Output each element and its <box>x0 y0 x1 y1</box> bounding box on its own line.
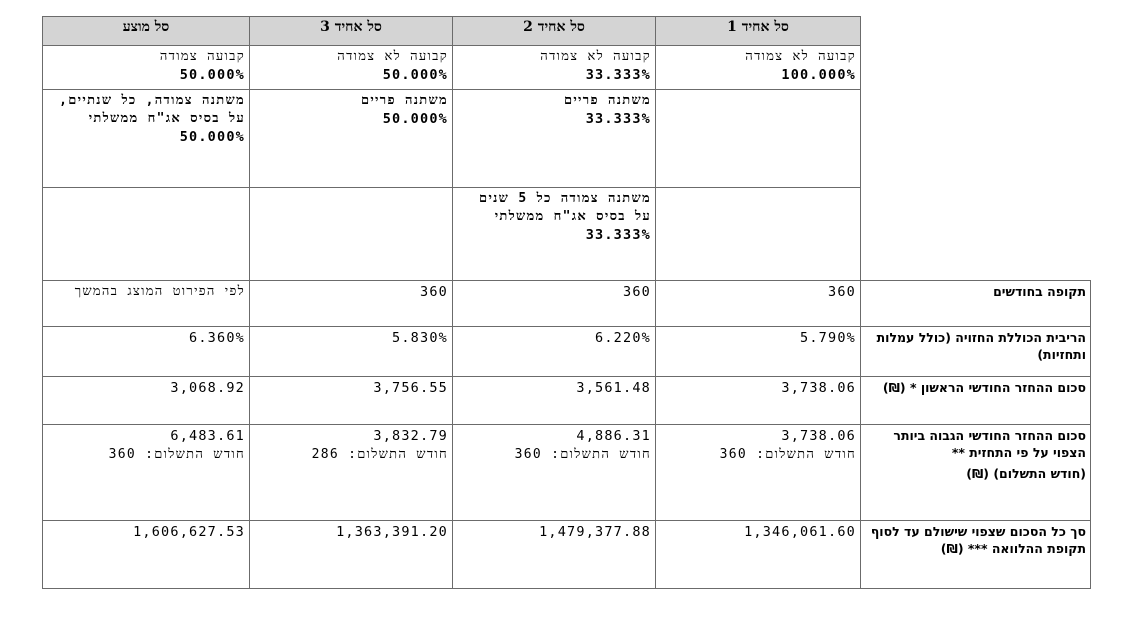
total-value: 1,479,377.88 <box>539 524 651 540</box>
track-cell <box>453 188 656 281</box>
rate-row <box>43 327 1091 377</box>
max-payment-cell <box>453 425 656 521</box>
rate-cell <box>250 327 453 377</box>
max-payment-cell <box>43 425 250 521</box>
first-payment-cell <box>656 377 861 425</box>
rate-cell <box>453 327 656 377</box>
total-value: 1,363,391.20 <box>336 524 448 540</box>
total-cell <box>453 521 656 589</box>
header-corner <box>861 17 1091 46</box>
track-cell-empty <box>656 188 861 281</box>
column-header-proposed: סל מוצע <box>43 17 250 46</box>
max-payment-cell <box>656 425 861 521</box>
period-cell <box>656 281 861 327</box>
track-cell <box>43 46 250 90</box>
total-cell <box>43 521 250 589</box>
first-payment-value: 3,756.55 <box>373 380 448 396</box>
max-payment-value: 3,738.06 <box>781 428 856 444</box>
track-cell <box>453 46 656 90</box>
period-value: 360 <box>420 284 448 300</box>
track-name: משתנה צמודה, כל שנתיים, על בסיס אג"ח ממשלתי <box>59 93 245 126</box>
max-payment-value: 6,483.61 <box>170 428 245 444</box>
track-percent: 33.333% <box>585 67 651 83</box>
first-payment-value: 3,738.06 <box>781 380 856 396</box>
max-payment-row <box>43 425 1091 521</box>
max-payment-label-sub: (חודש התשלום) (₪) <box>966 466 1086 481</box>
first-payment-cell <box>43 377 250 425</box>
period-label: תקופה בחודשים <box>861 281 1091 327</box>
period-row <box>43 281 1091 327</box>
total-cell <box>656 521 861 589</box>
column-header-basket-1: סל אחיד 1 <box>656 17 861 46</box>
rate-label: הריבית הכוללת החזויה (כולל עמלות ותחזיות) <box>861 327 1091 377</box>
header-row <box>43 17 1091 46</box>
track-cell-empty <box>656 90 861 188</box>
track-percent: 50.000% <box>382 67 448 83</box>
track-percent: 50.000% <box>179 129 245 145</box>
rate-value: 6.220% <box>595 330 651 346</box>
track-row-2-label <box>861 90 1091 188</box>
track-cell <box>250 90 453 188</box>
period-value: לפי הפירוט המוצג בהמשך <box>74 284 245 299</box>
track-row-1 <box>43 46 1091 90</box>
rate-value: 5.790% <box>800 330 856 346</box>
total-row <box>43 521 1091 589</box>
max-payment-month: חודש התשלום: 360 <box>108 447 245 462</box>
track-row-3-label <box>861 188 1091 281</box>
period-cell <box>43 281 250 327</box>
column-header-basket-3: סל אחיד 3 <box>250 17 453 46</box>
max-payment-label-main: סכום ההחזר החודשי הגבוה ביותר הצפוי על פי התחזית ** <box>893 428 1086 460</box>
rate-value: 5.830% <box>392 330 448 346</box>
track-cell <box>250 46 453 90</box>
track-percent: 33.333% <box>585 227 651 243</box>
track-row-3 <box>43 188 1091 281</box>
track-cell <box>453 90 656 188</box>
max-payment-month: חודש התשלום: 360 <box>719 447 856 462</box>
max-payment-value: 4,886.31 <box>576 428 651 444</box>
track-cell <box>656 46 861 90</box>
track-name: משתנה פריים <box>563 93 651 108</box>
track-percent: 50.000% <box>382 111 448 127</box>
max-payment-cell <box>250 425 453 521</box>
track-name: קבועה לא צמודה <box>745 49 856 64</box>
comparison-table-wrapper <box>42 16 1091 589</box>
total-cell <box>250 521 453 589</box>
period-value: 360 <box>623 284 651 300</box>
first-payment-row <box>43 377 1091 425</box>
max-payment-label <box>861 425 1091 521</box>
first-payment-label: סכום ההחזר החודשי הראשון * (₪) <box>861 377 1091 425</box>
rate-cell <box>43 327 250 377</box>
track-percent: 100.000% <box>781 67 856 83</box>
track-percent: 50.000% <box>179 67 245 83</box>
max-payment-month: חודש התשלום: 360 <box>514 447 651 462</box>
track-cell-empty <box>43 188 250 281</box>
track-row-1-label <box>861 46 1091 90</box>
total-label: סך כל הסכום שצפוי שישולם עד לסוף תקופת ההלוואה *** (₪) <box>861 521 1091 589</box>
track-name: קבועה לא צמודה <box>540 49 651 64</box>
rate-value: 6.360% <box>189 330 245 346</box>
first-payment-cell <box>250 377 453 425</box>
track-cell <box>43 90 250 188</box>
track-percent: 33.333% <box>585 111 651 127</box>
period-value: 360 <box>828 284 856 300</box>
first-payment-cell <box>453 377 656 425</box>
track-name: משתנה פריים <box>360 93 448 108</box>
max-payment-month: חודש התשלום: 286 <box>311 447 448 462</box>
first-payment-value: 3,068.92 <box>170 380 245 396</box>
total-value: 1,606,627.53 <box>133 524 245 540</box>
rate-cell <box>656 327 861 377</box>
total-value: 1,346,061.60 <box>744 524 856 540</box>
track-name: קבועה צמודה <box>159 49 245 64</box>
track-row-2 <box>43 90 1091 188</box>
track-name: משתנה צמודה כל 5 שנים על בסיס אג"ח ממשלתי <box>479 191 651 224</box>
period-cell <box>453 281 656 327</box>
mortgage-comparison-table <box>42 16 1091 589</box>
first-payment-value: 3,561.48 <box>576 380 651 396</box>
column-header-basket-2: סל אחיד 2 <box>453 17 656 46</box>
max-payment-value: 3,832.79 <box>373 428 448 444</box>
track-cell-empty <box>250 188 453 281</box>
period-cell <box>250 281 453 327</box>
track-name: קבועה לא צמודה <box>337 49 448 64</box>
